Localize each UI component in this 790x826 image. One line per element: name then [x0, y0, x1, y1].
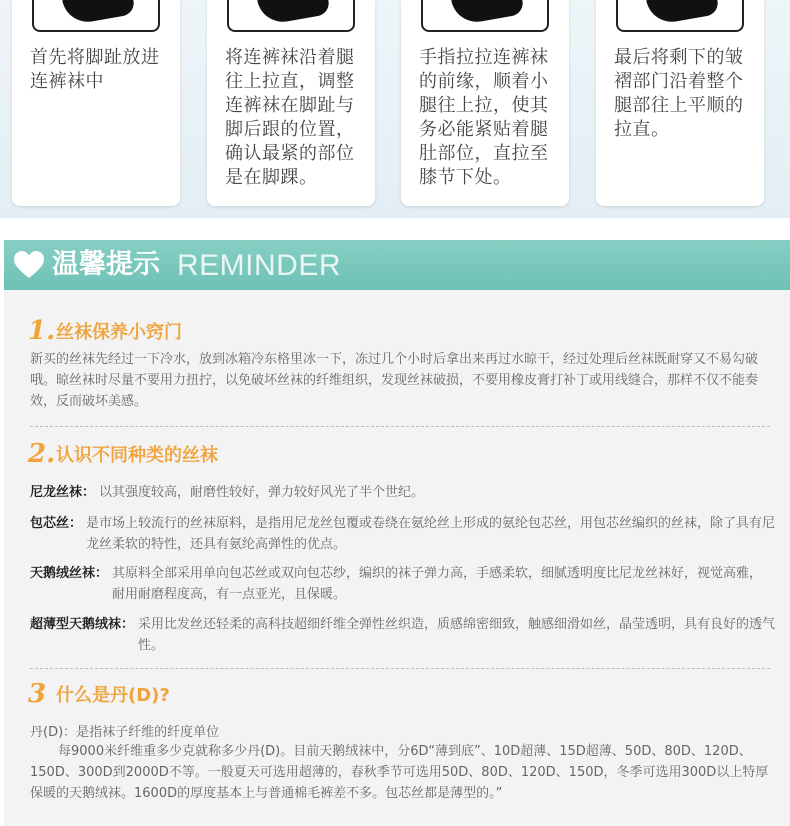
- kind-ultra-thin-velvet: 超薄型天鹅绒袜 ： 采用比发丝还轻柔的高科技超细纤维全弹性丝织造，质感绵密细致，触感细滑如丝，晶莹透明，具有良好的透气性。: [30, 614, 778, 656]
- kind-core-spun: 包芯丝 ： 是市场上较流行的丝袜原料，是指用尼龙丝包覆或卷绕在氨纶丝上形成的氨纶包芯丝，用包芯丝编织的丝袜，除了具有尼龙丝柔软的特性，还具有氨纶高弹性的优点。: [30, 513, 778, 555]
- section-3-heading: [28, 680, 170, 708]
- reminder-title: 温馨提示: [52, 249, 160, 280]
- section-number: 1.: [28, 316, 56, 346]
- kind-desc: 采用比发丝还轻柔的高科技超细纤维全弹性丝织造，质感绵密细致，触感细滑如丝，晶莹透明，具有良好的透气性。: [138, 617, 776, 653]
- step-card-3: [401, 0, 569, 206]
- care-tips-text: 新买的丝袜先经过一下冷水，放到冰箱冷东格里冰一下，冻过几个小时后拿出来再过水晾干，经过处理后丝袜既耐穿又不易勾破哦。晾丝袜时尽量不要用力扭拧，以免破坏丝袜的纤维组织，发现丝袜破损，不要用橡皮膏打补丁或用线缝合，那样不仅不能奏效，反而破坏美感。: [30, 352, 759, 409]
- section-title: 什么是丹(D)?: [56, 685, 170, 706]
- kind-desc: 是市场上较流行的丝袜原料，是指用尼龙丝包覆或卷绕在氨纶丝上形成的氨纶包芯丝，用包芯丝编织的丝袜，除了具有尼龙丝柔软的特性，还具有氨纶高弹性的优点。: [86, 516, 776, 552]
- kind-desc: 以其强度较高，耐磨性较好，弹力较好风光了半个世纪。: [99, 485, 425, 500]
- kind-desc: 其原料全部采用单向包芯丝或双向包芯纱，编织的袜子弹力高，手感柔软，细腻透明度比尼龙丝袜好，视觉高雅， 耐用耐磨程度高，有一点亚光，且保暖。: [112, 566, 763, 602]
- denier-definition: 丹(D)：是指袜子纤维的纤度单位: [30, 725, 220, 740]
- foot-illustration: [32, 0, 160, 32]
- reminder-title-en: REMINDER: [177, 249, 342, 282]
- reminder-panel: [4, 290, 790, 826]
- kind-velvet: 天鹅绒丝袜 ： 其原料全部采用单向包芯丝或双向包芯纱，编织的袜子弹力高，手感柔软，细腻透明度比尼龙丝袜好，视觉高雅， 耐用耐磨程度高，有一点亚光，且保暖。: [30, 563, 778, 605]
- foot-illustration: [421, 0, 549, 32]
- step-text: 首先将脚趾放进连裤袜中: [30, 47, 160, 92]
- step-text: 最后将剩下的皱褶部门沿着整个腿部往上平顺的拉直。: [614, 47, 744, 140]
- kind-term: 尼龙丝袜: [30, 485, 83, 500]
- step-card-4: [596, 0, 764, 206]
- heart-icon: [12, 248, 46, 282]
- section-title: 认识不同种类的丝袜: [56, 445, 218, 466]
- divider: [30, 668, 770, 669]
- section-number: 3: [28, 679, 47, 709]
- foot-illustration: [227, 0, 355, 32]
- section-2-heading: [28, 440, 218, 468]
- step-text: 手指拉拉连裤袜的前缘，顺着小腿往上拉，使其务必能紧贴着腿肚部位，直拉至膝节下处。: [419, 47, 549, 188]
- denier-explanation: 每9000米纤维重多少克就称多少丹(D)。目前天鹅绒袜中，分6D“薄到底”、10D超薄、15D超薄、50D、80D、120D、150D、300D到2000D不等。一般夏天可选用超薄的，春秋季节可选用50D、80D、120D、150D，冬季可选用300D以上特厚保暖的天鹅绒袜。1600D的厚度基本上与普通棉毛裤差不多。包芯丝都是薄型的。”: [30, 744, 769, 801]
- reminder-header: [4, 240, 790, 290]
- step-card-2: [207, 0, 375, 206]
- kind-term: 超薄型天鹅绒袜: [30, 617, 122, 632]
- step-card-1: [12, 0, 180, 206]
- divider: [30, 426, 770, 427]
- kind-term: 包芯丝: [30, 516, 70, 531]
- step-text: 将连裤袜沿着腿往上拉直，调整连裤袜在脚趾与脚后跟的位置，确认最紧的部位是在脚踝。: [225, 47, 355, 188]
- steps-band: [0, 0, 790, 218]
- kind-nylon: 尼龙丝袜 ： 以其强度较高，耐磨性较好，弹力较好风光了半个世纪。: [30, 482, 778, 503]
- section-number: 2.: [28, 439, 56, 469]
- section-title: 丝袜保养小窍门: [56, 322, 182, 343]
- section-1-heading: [28, 317, 182, 345]
- kind-term: 天鹅绒丝袜: [30, 566, 96, 581]
- foot-illustration: [616, 0, 744, 32]
